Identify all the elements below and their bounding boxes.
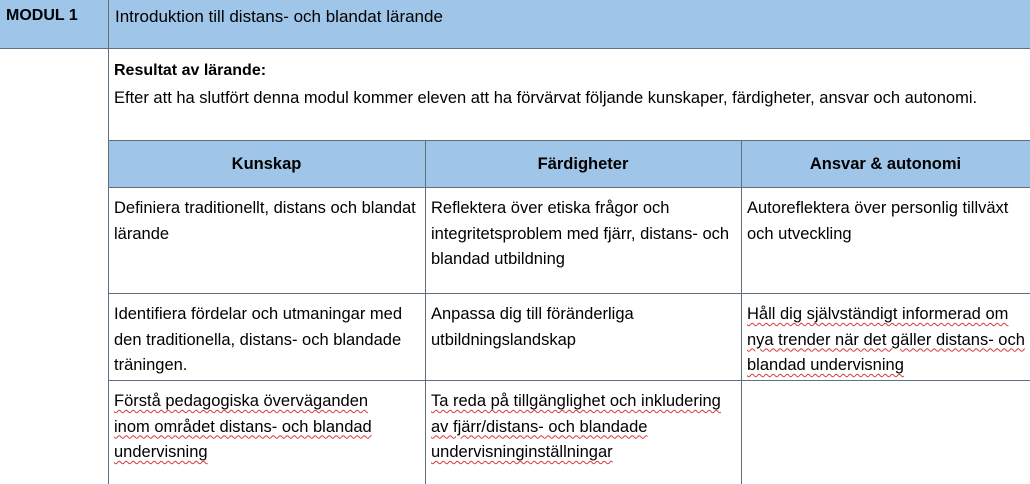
outcomes-title: Resultat av lärande:: [114, 62, 267, 79]
grid-line: [108, 49, 109, 484]
table-cell: Ta reda på tillgänglighet och inkludering av fjärr/distans- och blandade undervisninginställningar: [431, 392, 721, 461]
grid-line: [108, 293, 1030, 294]
module-label-cell: [0, 0, 108, 49]
grid-line: [108, 380, 1030, 381]
outcomes-description: Efter att ha slutfört denna modul kommer eleven att ha förvärvat följande kunskaper, färdigheter, ansvar och autonomi.: [114, 89, 978, 107]
table-cell: [741, 381, 1030, 389]
grid-line: [108, 187, 1030, 188]
grid-line: [108, 140, 1030, 141]
column-header-kunskap: Kunskap: [108, 140, 425, 188]
table-cell: Definiera traditionellt, distans och blandat lärande: [114, 199, 416, 243]
module-label: MODUL 1: [6, 7, 78, 24]
grid-line: [425, 140, 426, 484]
table-cell: Anpassa dig till föränderliga utbildningslandskap: [431, 305, 634, 349]
grid-line: [741, 140, 742, 484]
table-cell: Förstå pedagogiska överväganden inom området distans- och blandad undervisning: [114, 392, 372, 461]
table-cell: Reflektera över etiska frågor och integritetsproblem med fjärr, distans- och blandad utbildning: [431, 199, 730, 268]
table-cell: Identifiera fördelar och utmaningar med den traditionella, distans- och blandade träningen.: [114, 305, 402, 374]
module-title: Introduktion till distans- och blandat lärande: [115, 7, 443, 26]
learning-outcomes: [108, 49, 1030, 140]
module-title-cell: [108, 0, 1030, 49]
column-header-ansvar: Ansvar & autonomi: [741, 140, 1030, 188]
table-cell: Håll dig självständigt informerad om nya trender när det gäller distans- och blandad undervisning: [747, 305, 1025, 374]
module-label-gutter: [0, 49, 108, 484]
column-header-fardigheter: Färdigheter: [425, 140, 741, 188]
table-cell: Autoreflektera över personlig tillväxt och utveckling: [747, 199, 1009, 243]
